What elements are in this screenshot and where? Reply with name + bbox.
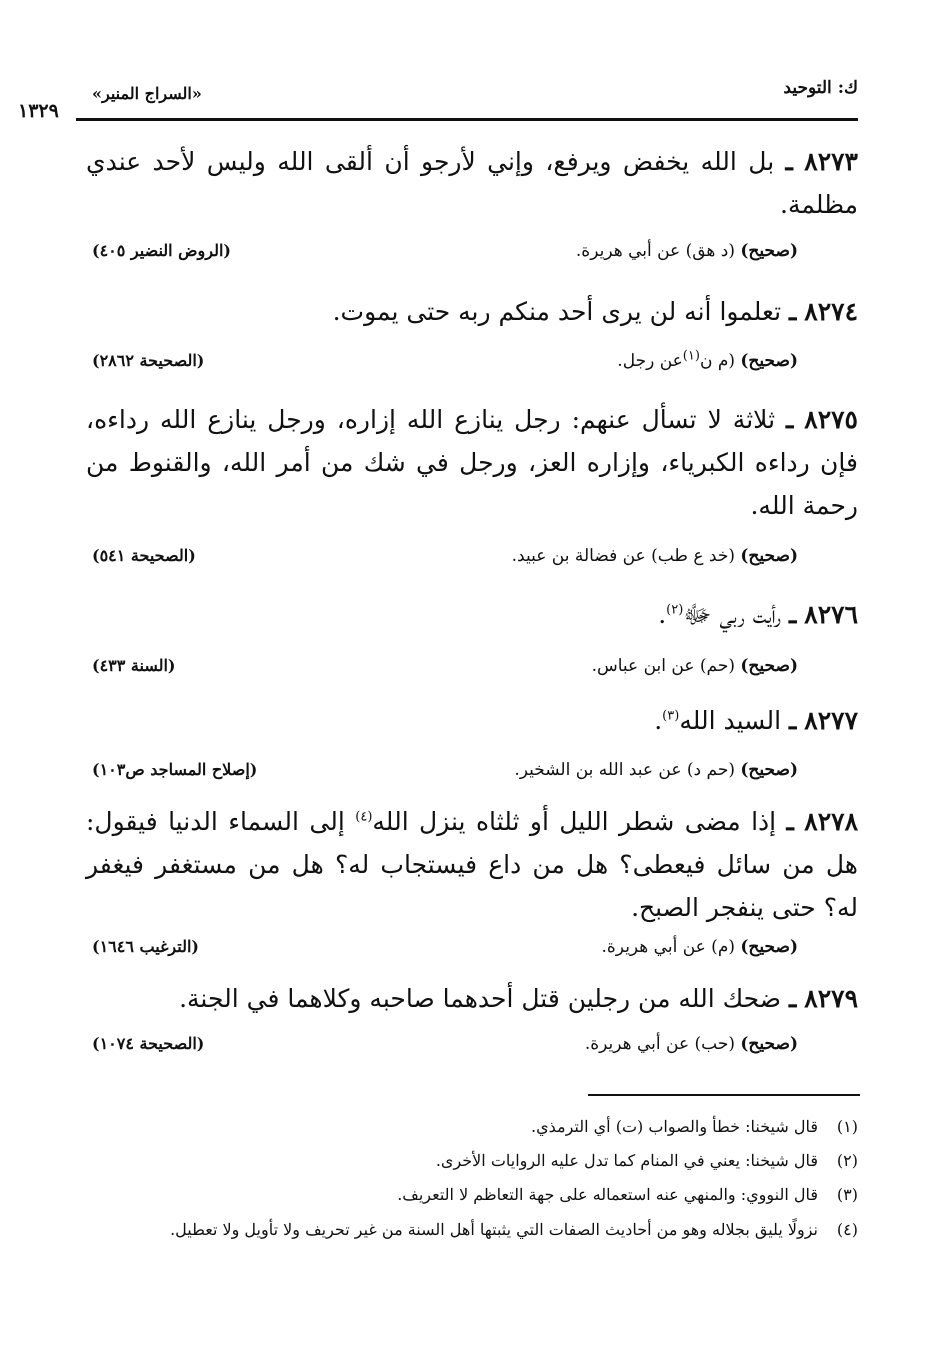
book-title: «السراج المنير» <box>92 84 202 103</box>
grade-source: (م ن <box>699 351 735 371</box>
hadith-text <box>86 977 858 1020</box>
hadith-dash: ـ <box>785 147 793 176</box>
hadith-body: ضحك الله من رجلين قتل أحدهما صاحبه وكلاهما في الجنة. <box>179 984 782 1013</box>
hadith-grade <box>576 241 798 261</box>
grade-label: (صحيح) <box>740 937 798 957</box>
hadith-grade <box>585 1034 798 1054</box>
footnote-number: (١) <box>836 1117 858 1136</box>
footnote-number: (٢) <box>836 1151 858 1170</box>
hadith-text <box>86 800 858 929</box>
hadith-text <box>86 290 858 333</box>
hadith-grade-row <box>92 1034 798 1062</box>
hadith-body: إذا مضى شطر الليل أو ثلثاه ينزل الله <box>372 807 777 836</box>
hadith-grade-row <box>92 348 798 379</box>
grade-source: (خد ع طب) عن فضالة بن عبيد. <box>511 546 735 566</box>
hadith-entry <box>86 593 858 636</box>
hadith-body: تعلموا أنه لن يرى أحد منكم ربه حتى يموت. <box>332 297 782 326</box>
grade-reference: (الصحيحة ٥٤١) <box>92 546 196 565</box>
hadith-grade <box>512 546 798 566</box>
hadith-grade-row <box>92 241 798 269</box>
grade-source: (م) عن أبي هريرة. <box>601 937 735 957</box>
hadith-grade <box>514 760 798 780</box>
hadith-entry <box>86 977 858 1020</box>
hadith-body: ثلاثة لا تسأل عنهم: رجل ينازع الله إزاره، ورجل ينازع الله رداءه، فإن رداءه الكبرياء، وإزاره العز، ورجل في شك من أمر الله، والقنوط من رحمة الله. <box>86 405 858 520</box>
hadith-grade <box>602 937 799 957</box>
hadith-number: ٨٢٧٥ <box>804 405 858 434</box>
hadith-number: ٨٢٧٨ <box>804 807 859 836</box>
grade-label: (صحيح) <box>740 656 798 676</box>
hadith-text <box>86 593 858 636</box>
footnote-number: (٤) <box>836 1220 858 1239</box>
grade-reference: (الصحيحة ١٠٧٤) <box>92 1034 205 1053</box>
hadith-number: ٨٢٧٩ <box>804 984 858 1013</box>
hadith-grade <box>592 656 798 676</box>
footnote-text: قال شيخنا: خطأ والصواب (ت) أي الترمذي. <box>531 1117 818 1136</box>
hadith-entry <box>86 290 858 333</box>
page-number: ١٣٢٩ <box>18 100 59 122</box>
footnote-rule <box>588 1094 860 1096</box>
hadith-body-end: . <box>658 600 667 629</box>
hadith-text <box>86 140 858 226</box>
hadith-body-end: . <box>654 706 663 735</box>
hadith-dash: ـ <box>789 600 797 629</box>
hadith-grade-row <box>92 546 798 574</box>
grade-label: (صحيح) <box>740 351 798 371</box>
grade-reference: (إصلاح المساجد ص١٠٣) <box>92 760 258 779</box>
grade-label: (صحيح) <box>740 760 798 780</box>
footnote-text: نزولًا يليق بجلاله وهو من أحاديث الصفات التي يثبتها أهل السنة من غير تحريف ولا تأويل ولا تعطيل. <box>170 1220 818 1239</box>
grade-reference: (الصحيحة ٢٨٦٢) <box>92 351 205 370</box>
hadith-grade-row <box>92 937 798 965</box>
grade-source: عن رجل. <box>617 351 683 371</box>
footnote <box>86 1215 858 1245</box>
grade-source: (حم د) عن عبد الله بن الشخير. <box>514 760 735 780</box>
footnote <box>86 1112 858 1142</box>
hadith-dash: ـ <box>789 706 797 735</box>
hadith-grade <box>617 348 798 371</box>
hadith-number: ٨٢٧٣ <box>804 147 858 176</box>
footnote <box>86 1180 858 1210</box>
hadith-dash: ـ <box>789 297 797 326</box>
grade-source: (حم) عن ابن عباس. <box>591 656 735 676</box>
header-rule <box>76 118 858 121</box>
hadith-body: السيد الله <box>679 706 782 735</box>
hadith-entry <box>86 140 858 226</box>
grade-reference: (السنة ٤٣٣) <box>92 656 176 675</box>
hadith-grade-row <box>92 656 798 684</box>
grade-label: (صحيح) <box>740 546 798 566</box>
footnote-number: (٣) <box>836 1185 858 1204</box>
footnote-text: قال شيخنا: يعني في المنام كما تدل عليه الروايات الأخرى. <box>435 1151 818 1170</box>
hadith-text <box>86 398 858 527</box>
hadith-entry <box>86 800 858 929</box>
grade-source: (د هق) عن أبي هريرة. <box>575 241 735 261</box>
hadith-dash: ـ <box>789 984 797 1013</box>
hadith-entry <box>86 699 858 742</box>
grade-label: (صحيح) <box>740 1034 798 1054</box>
hadith-body-end: إلى السماء الدنيا فيقول: هل من سائل فيعطى؟ هل من داع فيستجاب له؟ هل من مستغفر فيغفر له؟ حتى ينفجر الصبح. <box>86 807 858 922</box>
chapter-heading: ك: التوحيد <box>783 78 858 98</box>
hadith-text <box>86 699 858 742</box>
hadith-dash: ـ <box>786 807 794 836</box>
hadith-number: ٨٢٧٧ <box>804 706 858 735</box>
footnote-marker: (٣) <box>662 708 680 724</box>
hadith-number: ٨٢٧٦ <box>804 600 858 629</box>
footnote-text: قال النووي: والمنهي عنه استعماله على جهة التعاظم لا التعريف. <box>397 1185 818 1204</box>
hadith-body: رأيت ربي ﷻ <box>683 600 782 629</box>
footnote <box>86 1146 858 1176</box>
hadith-body: بل الله يخفض ويرفع، وإني لأرجو أن ألقى الله وليس لأحد عندي مظلمة. <box>86 147 858 219</box>
grade-source: (حب) عن أبي هريرة. <box>584 1034 735 1054</box>
hadith-grade-row <box>92 760 798 788</box>
grade-label: (صحيح) <box>740 241 798 261</box>
grade-reference: (الترغيب ١٦٤٦) <box>92 937 199 956</box>
hadith-entry <box>86 398 858 527</box>
hadith-number: ٨٢٧٤ <box>804 297 858 326</box>
footnote-marker: (٤) <box>355 809 373 825</box>
footnote-marker: (١) <box>682 348 700 364</box>
grade-reference: (الروض النضير ٤٠٥) <box>92 241 231 260</box>
hadith-dash: ـ <box>785 405 794 434</box>
footnote-marker: (٢) <box>666 602 684 618</box>
